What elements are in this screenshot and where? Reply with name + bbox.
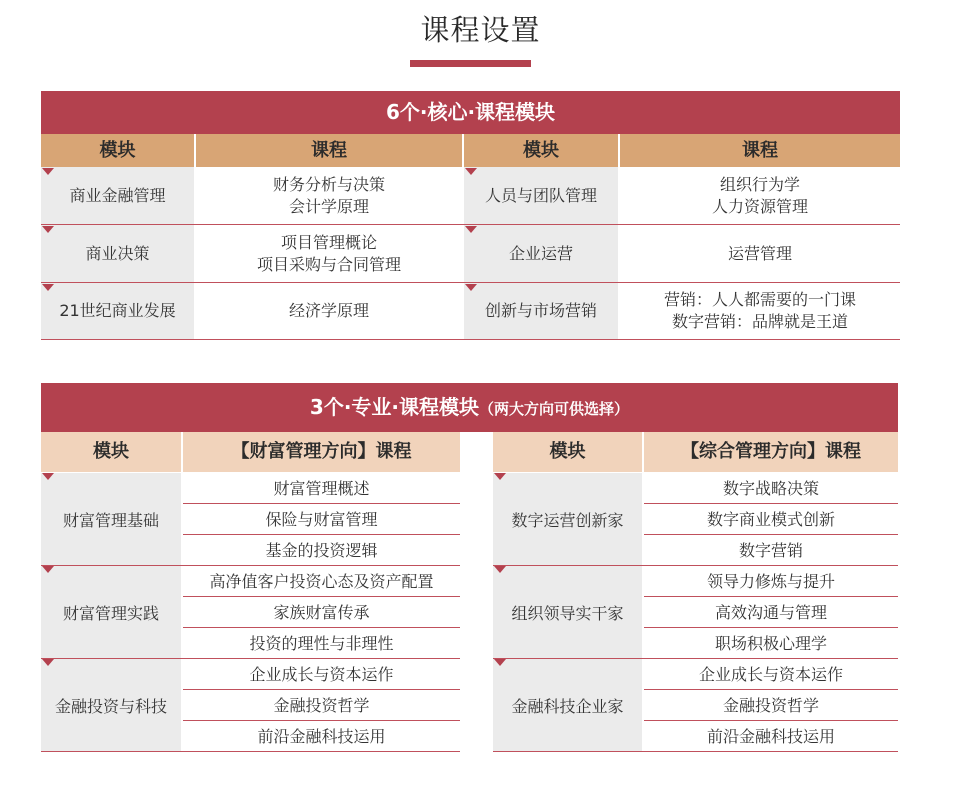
wealth-course-cell: 家族财富传承 [273,603,370,622]
wealth-course-cell: 投资的理性与非理性 [249,634,394,653]
corner-marker-icon [42,659,54,666]
row-divider [644,596,898,597]
wealth-header-module: 模块 [41,432,181,472]
corner-marker-icon [494,566,506,573]
row-divider [644,689,898,690]
row-divider [644,534,898,535]
row-divider [183,627,460,628]
professional-banner-subtitle: （两大方向可供选择） [479,400,630,418]
management-course-cell: 高效沟通与管理 [714,603,827,622]
title-underline [410,60,531,67]
core-course-cell: 经济学原理 [288,301,369,320]
management-course-cell: 前沿金融科技运用 [706,727,835,746]
management-course-cell: 企业成长与资本运作 [698,665,843,684]
management-header-module: 模块 [493,432,642,472]
row-divider [644,720,898,721]
management-module-cell: 组织领导实干家 [493,566,642,659]
row-divider [493,565,898,566]
management-course-cell: 金融投资哲学 [722,696,819,715]
wealth-header-course: 【财富管理方向】课程 [183,432,460,472]
core-header-module-left: 模块 [41,134,194,167]
row-divider [41,282,900,283]
core-course-cell: 组织行为学 人力资源管理 [711,174,808,216]
row-divider [183,503,460,504]
core-module-cell: 商业金融管理 [41,167,194,224]
management-module-cell: 金融科技企业家 [493,659,642,752]
wealth-module-cell: 财富管理基础 [41,473,181,566]
core-course-cell: 项目管理概论 项目采购与合同管理 [256,232,401,274]
row-divider [493,658,898,659]
core-course-cell: 运营管理 [727,243,792,263]
core-course-cell: 财务分析与决策 会计学原理 [272,174,385,216]
row-divider [183,534,460,535]
row-divider [183,689,460,690]
core-header-course-right: 课程 [620,134,900,167]
professional-section-banner [41,383,898,432]
row-divider [183,720,460,721]
wealth-module-cell: 财富管理实践 [41,566,181,659]
corner-marker-icon [465,284,477,291]
row-divider [41,224,900,225]
management-module-cell: 数字运营创新家 [493,473,642,566]
core-module-cell: 人员与团队管理 [464,167,618,224]
core-module-cell: 创新与市场营销 [464,283,618,339]
wealth-course-cell: 财富管理概述 [273,479,370,498]
management-course-cell: 数字营销 [738,541,803,560]
wealth-module-cell: 金融投资与科技 [41,659,181,752]
management-course-cell: 职场积极心理学 [714,634,827,653]
management-course-cell: 领导力修炼与提升 [706,572,835,591]
core-module-cell: 企业运营 [464,225,618,282]
row-divider [41,751,460,752]
management-course-cell: 数字战略决策 [722,479,819,498]
core-module-cell: 商业决策 [41,225,194,282]
core-header-module-right: 模块 [464,134,618,167]
wealth-course-cell: 金融投资哲学 [273,696,370,715]
wealth-course-cell: 保险与财富管理 [265,510,378,529]
corner-marker-icon [494,659,506,666]
corner-marker-icon [42,473,54,480]
row-divider [644,627,898,628]
row-divider [41,339,900,340]
core-header-course-left: 课程 [196,134,462,167]
corner-marker-icon [42,168,54,175]
row-divider [41,658,460,659]
core-module-cell: 21世纪商业发展 [41,283,194,339]
corner-marker-icon [465,168,477,175]
row-divider [493,751,898,752]
corner-marker-icon [42,284,54,291]
row-divider [183,596,460,597]
corner-marker-icon [42,566,54,573]
core-course-cell: 营销：人人都需要的一门课 数字营销：品牌就是王道 [663,290,856,331]
management-course-cell: 数字商业模式创新 [706,510,835,529]
management-header-course: 【综合管理方向】课程 [644,432,898,472]
corner-marker-icon [42,226,54,233]
core-section-banner: 6个·核心·课程模块 [41,91,900,134]
corner-marker-icon [465,226,477,233]
wealth-course-cell: 高净值客户投资心态及资产配置 [209,572,434,591]
professional-banner-title: 3个·专业·课程模块 [309,395,480,419]
corner-marker-icon [494,473,506,480]
row-divider [644,503,898,504]
wealth-course-cell: 基金的投资逻辑 [265,541,378,560]
wealth-course-cell: 前沿金融科技运用 [257,727,386,746]
page-title: 课程设置 [420,13,541,47]
wealth-course-cell: 企业成长与资本运作 [249,665,394,684]
row-divider [41,565,460,566]
